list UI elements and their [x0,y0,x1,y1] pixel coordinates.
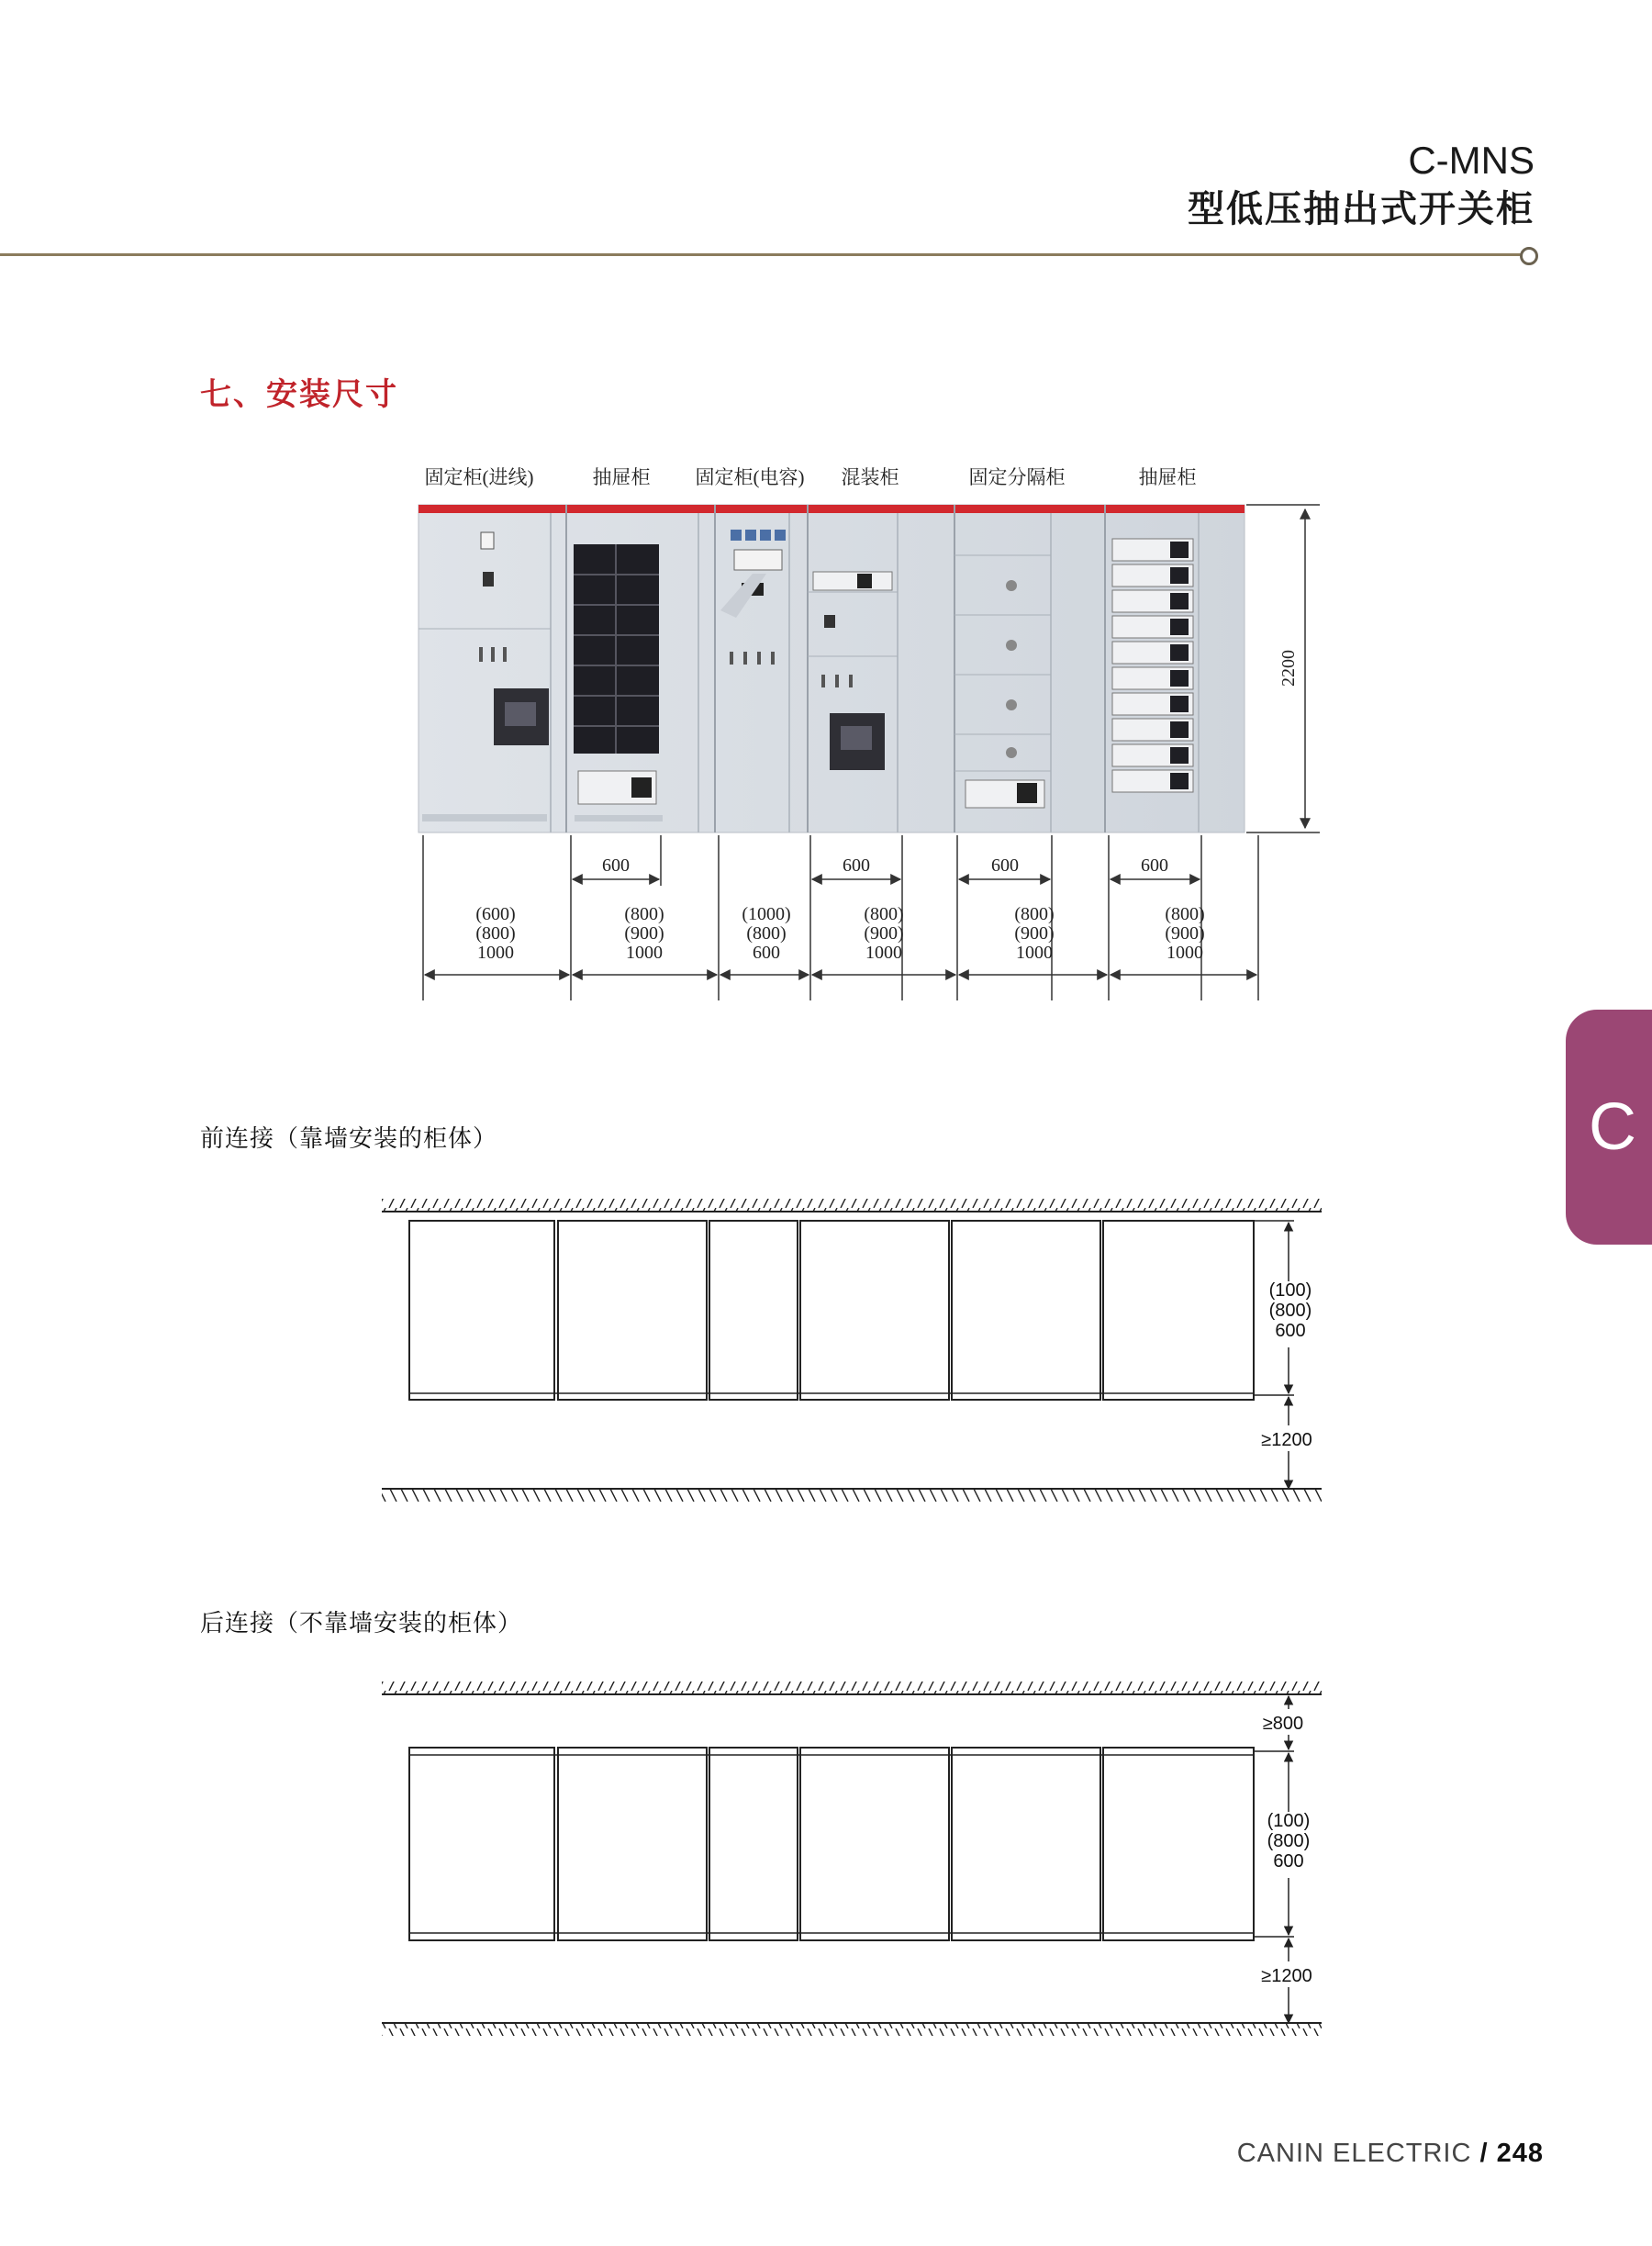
cabinet-label-drawer-2: 抽屉柜 [1138,466,1197,488]
width-option: (800) [475,923,516,944]
page-number: 248 [1496,2139,1544,2168]
inner-width-drawer-1: 600 [602,855,630,876]
width-option: (800) [864,904,904,924]
inner-width-drawer-2: 600 [1141,855,1168,876]
width-option: (900) [864,923,904,944]
width-option: (600) [475,904,516,924]
width-option: (800) [624,904,664,924]
footer [1237,2139,1544,2169]
cabinet-label-drawer-1: 抽屉柜 [592,466,651,488]
front-connection-title: 前连接（靠墙安装的柜体） [200,1125,498,1153]
header-rule [0,253,1522,256]
header-model: C-MNS [1408,139,1535,182]
header-product-name: 型低压抽出式开关柜 [1188,188,1535,230]
switchgear-panels [419,505,1245,832]
rear-connection-diagram [376,1676,1331,2043]
width-option: (900) [1014,923,1055,944]
depth-option: 600 [1275,1321,1306,1341]
section-title: 七、安装尺寸 [200,376,398,413]
width-option: (900) [1165,923,1205,944]
footer-separator: / [1479,2139,1489,2168]
depth-option: 600 [1273,1851,1304,1872]
rear-clearance-label: ≥800 [1262,1714,1304,1734]
rear-connection-title: 后连接（不靠墙安装的柜体） [200,1610,523,1637]
chapter-tab [1566,1010,1652,1245]
front-connection-diagram [376,1193,1331,1505]
width-option: (800) [1165,904,1205,924]
inner-width-partition: 600 [991,855,1019,876]
depth-option: (800) [1267,1831,1311,1851]
cabinet-dimension-figure [404,454,1340,1014]
depth-option: (800) [1268,1301,1312,1321]
width-option: 1000 [477,943,514,963]
depth-option: (100) [1267,1811,1311,1831]
cabinet-label-mixed: 混装柜 [841,466,899,488]
chapter-letter: C [1589,1090,1636,1164]
header-title [1188,138,1535,235]
width-option: (800) [1014,904,1055,924]
width-option: 1000 [865,943,902,963]
depth-option: (100) [1268,1280,1312,1301]
width-option: (800) [746,923,787,944]
cabinet-label-fixed-partition: 固定分隔柜 [968,466,1066,488]
footer-brand: CANIN ELECTRIC [1236,2139,1472,2168]
cabinet-label-fixed-capacitor: 固定柜(电容) [695,466,805,488]
width-option: 1000 [626,943,663,963]
width-option: 1000 [1016,943,1053,963]
inner-width-mixed: 600 [843,855,870,876]
front-clearance-label: ≥1200 [1261,1430,1312,1450]
header-rule-end-circle [1520,247,1538,265]
width-option: (1000) [742,904,791,924]
height-label: 2200 [1278,650,1299,687]
width-option: 600 [753,943,780,963]
width-option: (900) [624,923,664,944]
front-clearance-label: ≥1200 [1261,1966,1312,1986]
width-option: 1000 [1166,943,1203,963]
cabinet-label-fixed-incoming: 固定柜(进线) [424,466,534,488]
